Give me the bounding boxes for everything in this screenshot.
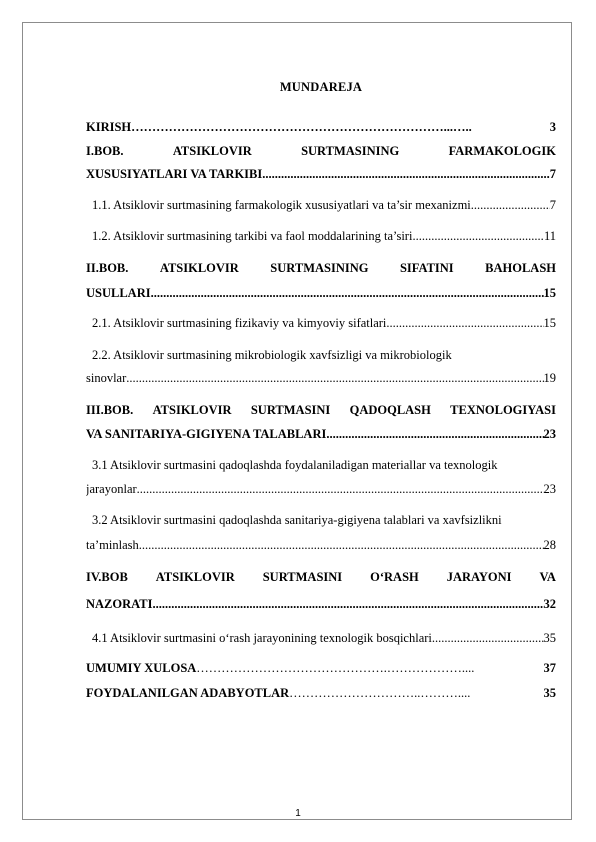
word: ATSIKLOVIR: [172, 144, 252, 158]
entry-label: jarayonlar: [86, 482, 137, 496]
toc-chapter-3-line-1[interactable]: [86, 402, 556, 418]
word: III.BOB.: [86, 403, 134, 417]
word: BAHOLASH: [485, 261, 556, 275]
word: VA: [539, 570, 556, 584]
entry-page: 23: [543, 482, 556, 496]
dot-leader: [471, 197, 550, 213]
toc-chapter-2-line-1[interactable]: [86, 260, 556, 276]
entry-label: 3.1 Atsiklovir surtmasini qadoqlashda foydalaniladigan materiallar va texnologik: [92, 458, 498, 472]
toc-section-3-2-line-1[interactable]: [86, 512, 556, 528]
entry-page: 35: [543, 686, 556, 700]
toc-chapter-4-line-1[interactable]: [86, 569, 556, 585]
toc-section-2-2-line-1[interactable]: [86, 347, 556, 363]
entry-leader: ……………………………………….………………....: [196, 661, 475, 675]
entry-label: NAZORATI: [86, 597, 153, 611]
entry-leader: …………………………..………....: [289, 686, 471, 700]
entry-page: 3: [549, 120, 556, 134]
word: IV.BOB: [86, 570, 128, 584]
entry-page: 23: [543, 427, 556, 441]
toc-chapter-4-line-2[interactable]: [86, 596, 556, 612]
dot-leader: [262, 166, 550, 182]
toc-section-2-1[interactable]: [86, 315, 556, 331]
entry-page: 15: [543, 286, 556, 300]
word: ATSIKLOVIR: [159, 261, 239, 275]
toc-chapter-2-line-2[interactable]: [86, 285, 556, 301]
toc-entry-kirish[interactable]: [86, 119, 556, 135]
dot-leader: [412, 228, 544, 244]
entry-page: 32: [543, 597, 556, 611]
dot-leader: [152, 596, 543, 612]
toc-section-1-1[interactable]: [86, 197, 556, 213]
page-number: 1: [295, 808, 301, 819]
word: SIFATINI: [399, 261, 454, 275]
entry-page: 19: [543, 371, 556, 385]
toc-entry-adabiyotlar[interactable]: [86, 685, 556, 701]
entry-page: 28: [543, 538, 556, 552]
entry-label: KIRISH: [86, 120, 132, 134]
entry-page: 35: [543, 631, 556, 645]
toc-section-2-2-line-2[interactable]: [86, 370, 556, 386]
word: II.BOB.: [86, 261, 129, 275]
dot-leader: [139, 537, 544, 553]
word: SURTMASINI: [250, 403, 331, 417]
toc-entry-xulosa[interactable]: [86, 660, 556, 676]
word: JARAYONI: [446, 570, 512, 584]
word: FARMAKOLOGIK: [448, 144, 556, 158]
word: I.BOB.: [86, 144, 124, 158]
entry-page: 7: [549, 198, 556, 212]
entry-label: 1.1. Atsiklovir surtmasining farmakologik xususiyatlari va ta’sir mexanizmi: [92, 198, 471, 212]
page-title: MUNDAREJA: [279, 80, 363, 94]
entry-label: 4.1 Atsiklovir surtmasini o‘rash jarayonining texnologik bosqichlari: [92, 631, 432, 645]
dot-leader: [386, 315, 543, 331]
toc-section-3-1-line-1[interactable]: [86, 457, 556, 473]
dot-leader: [126, 370, 543, 386]
word: SURTMASINING: [301, 144, 400, 158]
dot-leader: [151, 285, 544, 301]
toc-section-4-1[interactable]: [86, 630, 556, 646]
entry-page: 37: [543, 661, 556, 675]
word: TEXNOLOGIYASI: [450, 403, 556, 417]
entry-label: USULLARI: [86, 286, 151, 300]
entry-label: ta’minlash: [86, 538, 139, 552]
dot-leader: [432, 630, 544, 646]
toc-chapter-3-line-2[interactable]: [86, 426, 556, 442]
toc-chapter-1-line-2[interactable]: [86, 166, 556, 182]
entry-label: 3.2 Atsiklovir surtmasini qadoqlashda sanitariya-gigiyena talablari va xavfsizlikni: [92, 513, 502, 527]
word: QADOQLASH: [349, 403, 431, 417]
dot-leader: [326, 426, 543, 442]
entry-label: sinovlar: [86, 371, 127, 385]
entry-label: 2.1. Atsiklovir surtmasining fizikaviy va kimyoviy sifatlari: [92, 316, 387, 330]
toc-section-1-2[interactable]: [86, 228, 556, 244]
word: SURTMASINI: [262, 570, 343, 584]
entry-label: UMUMIY XULOSA: [86, 661, 197, 675]
word: ATSIKLOVIR: [155, 570, 235, 584]
word: O‘RASH: [370, 570, 419, 584]
entry-page: 7: [549, 167, 556, 181]
toc-chapter-1-line-1[interactable]: [86, 143, 556, 159]
word: SURTMASINING: [270, 261, 369, 275]
entry-label: 1.2. Atsiklovir surtmasining tarkibi va faol moddalarining ta’siri: [92, 229, 413, 243]
entry-leader: …………………………………………………………………...…..: [131, 120, 472, 134]
toc-section-3-2-line-2[interactable]: [86, 537, 556, 553]
entry-page: 11: [543, 229, 556, 243]
entry-page: 15: [543, 316, 556, 330]
dot-leader: [137, 481, 544, 497]
toc-section-3-1-line-2[interactable]: [86, 481, 556, 497]
word: ATSIKLOVIR: [152, 403, 232, 417]
entry-label: FOYDALANILGAN ADABYOTLAR: [86, 686, 290, 700]
entry-label: XUSUSIYATLARI VA TARKIBI: [86, 167, 263, 181]
entry-label: 2.2. Atsiklovir surtmasining mikrobiologik xavfsizligi va mikrobiologik: [92, 348, 452, 362]
entry-label: VA SANITARIYA-GIGIYENA TALABLARI: [86, 427, 327, 441]
